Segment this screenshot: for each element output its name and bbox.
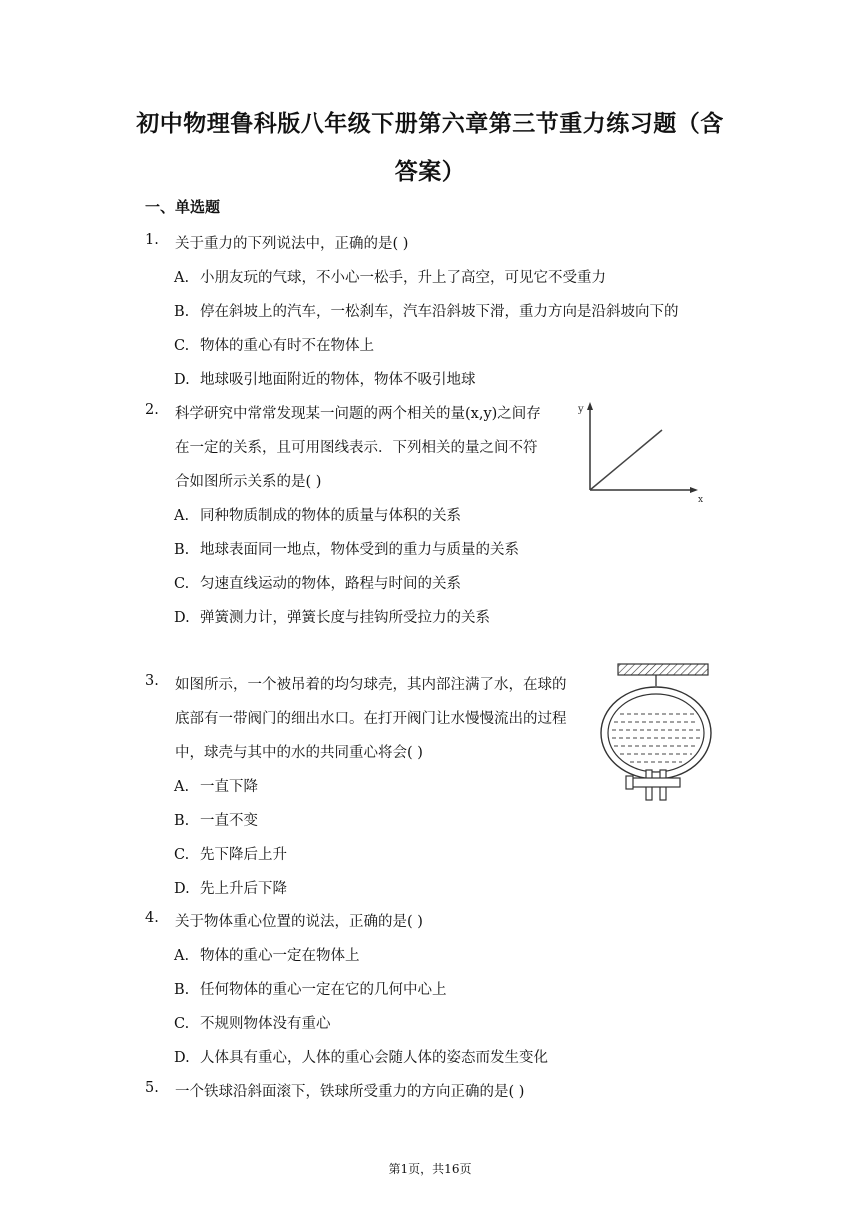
option-a: A. 一直下降 bbox=[174, 779, 258, 795]
option-a: A. 物体的重心一定在物体上 bbox=[174, 948, 360, 964]
question-text: 关于重力的下列说法中，正确的是( ) bbox=[175, 236, 409, 252]
option-d: D. 地球吸引地面附近的物体，物体不吸引地球 bbox=[174, 372, 476, 388]
question-number: 4. bbox=[145, 910, 159, 926]
option-c: C. 匀速直线运动的物体，路程与时间的关系 bbox=[174, 576, 461, 592]
question-text: 关于物体重心位置的说法，正确的是( ) bbox=[175, 914, 423, 930]
option-b: B. 地球表面同一地点，物体受到的重力与质量的关系 bbox=[174, 542, 519, 558]
hanging-sphere-figure bbox=[598, 658, 718, 804]
option-c: C. 不规则物体没有重心 bbox=[174, 1016, 331, 1032]
option-b: B. 一直不变 bbox=[174, 813, 258, 829]
linear-graph-figure bbox=[574, 396, 704, 506]
y-axis-label: y bbox=[578, 404, 584, 415]
option-b: B. 停在斜坡上的汽车，一松刹车，汽车沿斜坡下滑，重力方向是沿斜坡向下的 bbox=[174, 304, 679, 320]
question-text-line: 合如图所示关系的是( ) bbox=[175, 474, 322, 490]
question-text: 一个铁球沿斜面滚下，铁球所受重力的方向正确的是( ) bbox=[175, 1084, 525, 1100]
question-number: 2. bbox=[145, 402, 159, 418]
option-a: A. 小朋友玩的气球，不小心一松手，升上了高空，可见它不受重力 bbox=[174, 270, 606, 286]
option-d: D. 弹簧测力计，弹簧长度与挂钩所受拉力的关系 bbox=[174, 610, 490, 626]
section-heading: 一、单选题 bbox=[145, 198, 221, 216]
question-text-line: 科学研究中常常发现某一问题的两个相关的量(x,y)之间存 bbox=[175, 406, 541, 422]
question-text-line: 如图所示，一个被吊着的均匀球壳，其内部注满了水，在球的 bbox=[175, 677, 567, 693]
x-axis-label: x bbox=[698, 495, 704, 505]
question-number: 3. bbox=[145, 673, 159, 689]
question-text-line: 中，球壳与其中的水的共同重心将会( ) bbox=[175, 745, 423, 761]
option-d: D. 人体具有重心，人体的重心会随人体的姿态而发生变化 bbox=[174, 1050, 548, 1066]
option-b: B. 任何物体的重心一定在它的几何中心上 bbox=[174, 982, 447, 998]
question-number: 5. bbox=[145, 1080, 159, 1096]
option-a: A. 同种物质制成的物体的质量与体积的关系 bbox=[174, 508, 461, 524]
question-text-line: 底部有一带阀门的细出水口。在打开阀门让水慢慢流出的过程 bbox=[175, 711, 567, 727]
question-number: 1. bbox=[145, 232, 159, 248]
page-title-line2: 答案） bbox=[394, 159, 466, 185]
question-text-line: 在一定的关系，且可用图线表示．下列相关的量之间不符 bbox=[175, 440, 538, 456]
option-c: C. 物体的重心有时不在物体上 bbox=[174, 338, 374, 354]
page-footer: 第1页，共16页 bbox=[388, 1162, 472, 1176]
option-c: C. 先下降后上升 bbox=[174, 847, 287, 863]
option-d: D. 先上升后下降 bbox=[174, 881, 287, 897]
page-title-line1: 初中物理鲁科版八年级下册第六章第三节重力练习题（含 bbox=[136, 111, 724, 137]
